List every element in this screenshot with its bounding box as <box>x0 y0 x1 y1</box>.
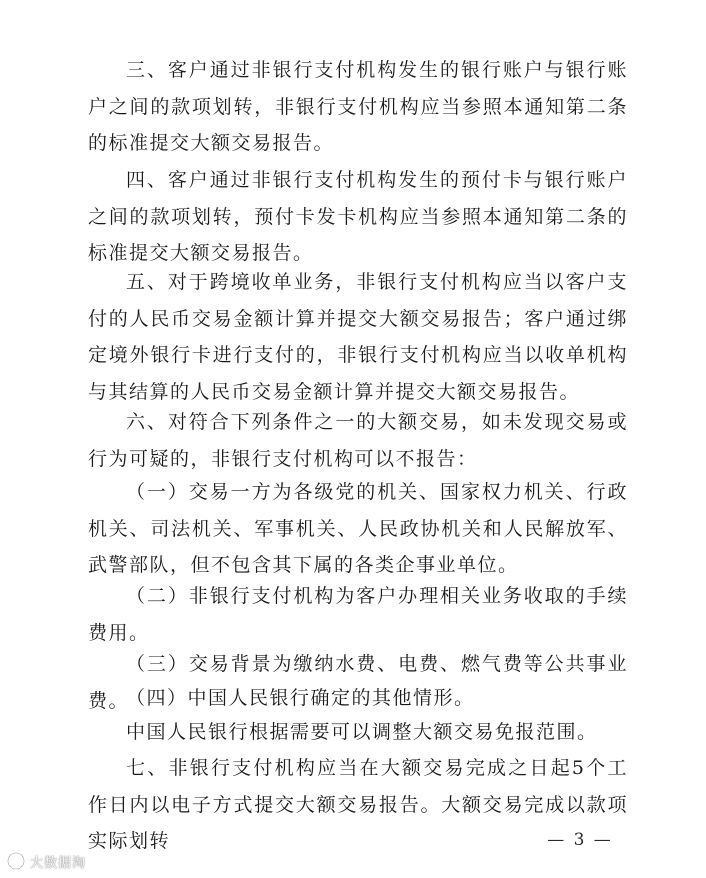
paragraph-7: 七、非银行支付机构应当在大额交易完成之日起5个工作日内以电子方式提交大额交易报告。大额交易完成以款项实际划转 <box>88 757 628 852</box>
paragraph-6-item-1: （一）交易一方为各级党的机关、国家权力机关、行政机关、司法机关、军事机关、人民政协机关和人民解放军、武警部队，但不包含其下属的各类企事业单位。 <box>88 481 628 576</box>
paragraph-3: 三、客户通过非银行支付机构发生的银行账户与银行账户之间的款项划转，非银行支付机构应当参照本通知第二条的标准提交大额交易报告。 <box>88 59 628 154</box>
paragraph-6-item-4: （四）中国人民银行确定的其他情形。 <box>126 687 475 709</box>
paragraph-5: 五、对于跨境收单业务，非银行支付机构应当以客户支付的人民币交易金额计算并提交大额交易报告；客户通过绑定境外银行卡进行支付的，非银行支付机构应当以收单机构与其结算的人民币交易金额计算并提交大额交易报告。 <box>88 271 628 403</box>
paragraph-4: 四、客户通过非银行支付机构发生的预付卡与银行账户之间的款项划转，预付卡发卡机构应当参照本通知第二条的标准提交大额交易报告。 <box>88 169 628 264</box>
paragraph-6-item-2: （二）非银行支付机构为客户办理相关业务收取的手续费用。 <box>88 585 628 644</box>
paragraph-6-item-3: （三）交易背景为缴纳水费、电费、燃气费等公共事业费。 <box>88 653 628 712</box>
page-number: — 3 — <box>547 830 613 850</box>
paragraph-6: 六、对符合下列条件之一的大额交易，如未发现交易或行为可疑的，非银行支付机构可以不报告： <box>88 411 628 470</box>
paragraph-exemption-note: 中国人民银行根据需要可以调整大额交易免报范围。 <box>126 721 598 743</box>
watermark-logo-icon <box>6 851 26 871</box>
watermark-text: 大数据淘 <box>30 855 87 871</box>
watermark <box>6 849 86 873</box>
